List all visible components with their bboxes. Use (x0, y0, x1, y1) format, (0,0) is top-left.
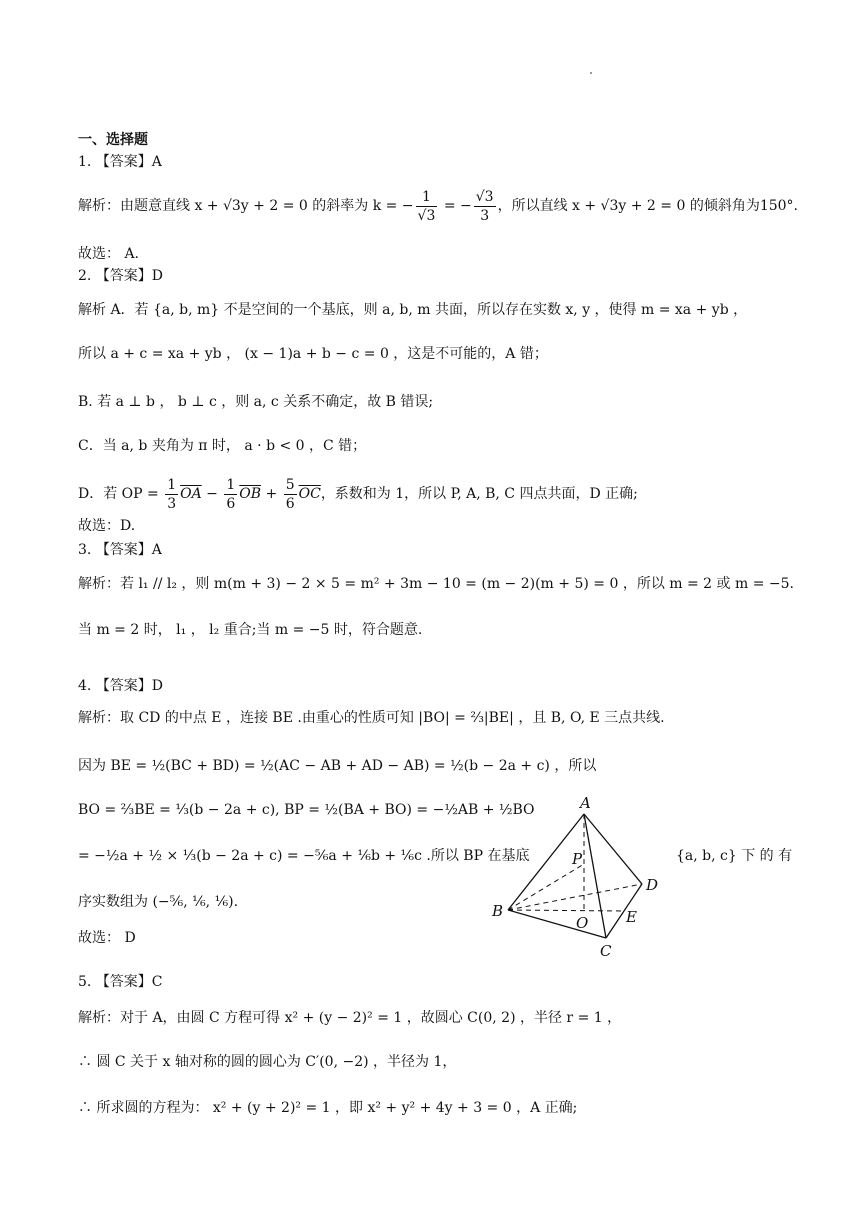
edge-bc (508, 910, 606, 938)
q4-line-a: 解析：取 CD 的中点 E ，连接 BE .由重心的性质可知 |BO| = ⅔|BE| ，且 B, O, E 三点共线. (78, 710, 665, 726)
label-c: C (600, 942, 612, 960)
q3-line-b: 当 m = 2 时， l₁ ， l₂ 重合;当 m = −5 时，符合题意. (78, 622, 423, 638)
q1-frac1-num: 1 (416, 188, 438, 207)
q2-line-b: 所以 a + c = xa + yb ， (x − 1)a + b − c = 0 ，这是不可能的，A 错； (78, 346, 548, 362)
q2-conclusion: 故选：D. (78, 518, 136, 534)
q2-line-e-pre: D．若 OP = (78, 486, 164, 502)
q4-line-b: 因为 BE = ½(BC + BD) = ½(AC − AB + AD − AB) = ½(b − 2a + c) ，所以 (78, 758, 597, 774)
q4-line-c: BO = ⅔BE = ⅓(b − 2a + c), BP = ½(BA + BO) = −½AB + ½BO (78, 802, 535, 818)
q1-analysis-text-b: ，所以直线 x + √3y + 2 = 0 的倾斜角为150°. (497, 198, 798, 214)
q2-answer: 2. 【答案】D (78, 268, 164, 284)
q1-frac1-den: √3 (417, 207, 436, 224)
q5-line-c: ∴ 所求圆的方程为： x² + (y + 2)² = 1 ，即 x² + y² + 4y + 3 = 0 ，A 正确; (78, 1100, 578, 1116)
label-p: P (572, 850, 583, 868)
edge-bd (508, 884, 642, 910)
q3-answer: 3. 【答案】A (78, 542, 162, 558)
q2-line-e-post: ，系数和为 1，所以 P, A, B, C 四点共面，D 正确; (320, 486, 638, 502)
edge-be (508, 910, 624, 911)
label-o: O (576, 914, 589, 932)
section-title: 一、选择题 (78, 132, 148, 148)
label-e: E (626, 908, 637, 926)
q1-analysis-text-a: 解析：由题意直线 x + √3y + 2 = 0 的斜率为 k = − (78, 198, 414, 214)
q2-line-a: 解析 A．若 {a, b, m} 不是空间的一个基底，则 a, b, m 共面，所以存在实数 x, y ，使得 m = xa + yb ， (78, 302, 748, 318)
page-mark (590, 72, 592, 74)
label-a: A (580, 794, 591, 812)
q4-line-d: = −½a + ½ × ⅓(b − 2a + c) = −⅚a + ⅙b + ⅙c .所以 BP 在基底 (78, 848, 530, 864)
q1-analysis (78, 184, 798, 228)
tetrahedron-figure (484, 790, 674, 960)
q4-answer: 4. 【答案】D (78, 678, 164, 694)
q5-line-b: ∴ 圆 C 关于 x 轴对称的圆的圆心为 C′(0, −2) ，半径为 1， (78, 1054, 457, 1070)
q1-frac2-den: 3 (480, 207, 490, 224)
q4-line-e: 序实数组为 (−⅚, ⅙, ⅙). (78, 894, 239, 910)
q3-line-a: 解析：若 l₁ // l₂ ，则 m(m + 3) − 2 × 5 = m² + 3m − 10 = (m − 2)(m + 5) = 0 ，所以 m = 2 或 m = −5. (78, 576, 794, 592)
q4-conclusion: 故选： D (78, 930, 136, 946)
q1-frac2-num: √3 (475, 188, 494, 205)
q2-line-e: D．若 OP = $\frac{1}{3}$ $\overline{OA}$ − $\frac{1}{6}$ $\overline{OB}$ + $\frac{5}{6}$ $\overline{OC}$，系数和为 1，所以 P, A, B, C 四点共面，D 正确; (78, 476, 638, 512)
q1-answer: 1. 【答案】A (78, 154, 162, 170)
q1-conclusion: 故选： A. (78, 246, 140, 262)
q1-eq-mid: = − (439, 198, 472, 214)
q2-frac-ob: $\frac{1}{6}$ (226, 476, 236, 512)
q2-line-d: C．当 a, b 夹角为 π 时， a · b < 0 ，C 错； (78, 438, 367, 454)
q1-fraction-2 (474, 188, 496, 225)
q5-line-a: 解析：对于 A，由圆 C 方程可得 x² + (y − 2)² = 1 ，故圆心 C(0, 2) ，半径 r = 1 ， (78, 1010, 622, 1026)
edge-ad (584, 814, 642, 884)
label-d: D (646, 876, 659, 894)
q2-line-c: B. 若 a ⊥ b ， b ⊥ c ，则 a, c 关系不确定，故 B 错误; (78, 394, 434, 410)
q1-fraction-1 (416, 188, 438, 225)
label-b: B (492, 902, 504, 920)
q4-line-d-right: {a, b, c} 下 的 有 (676, 848, 793, 864)
q5-answer: 5. 【答案】C (78, 974, 163, 990)
q2-frac-oa: $\frac{1}{3}$ (167, 476, 177, 512)
q2-frac-oc: $\frac{5}{6}$ (285, 476, 295, 512)
